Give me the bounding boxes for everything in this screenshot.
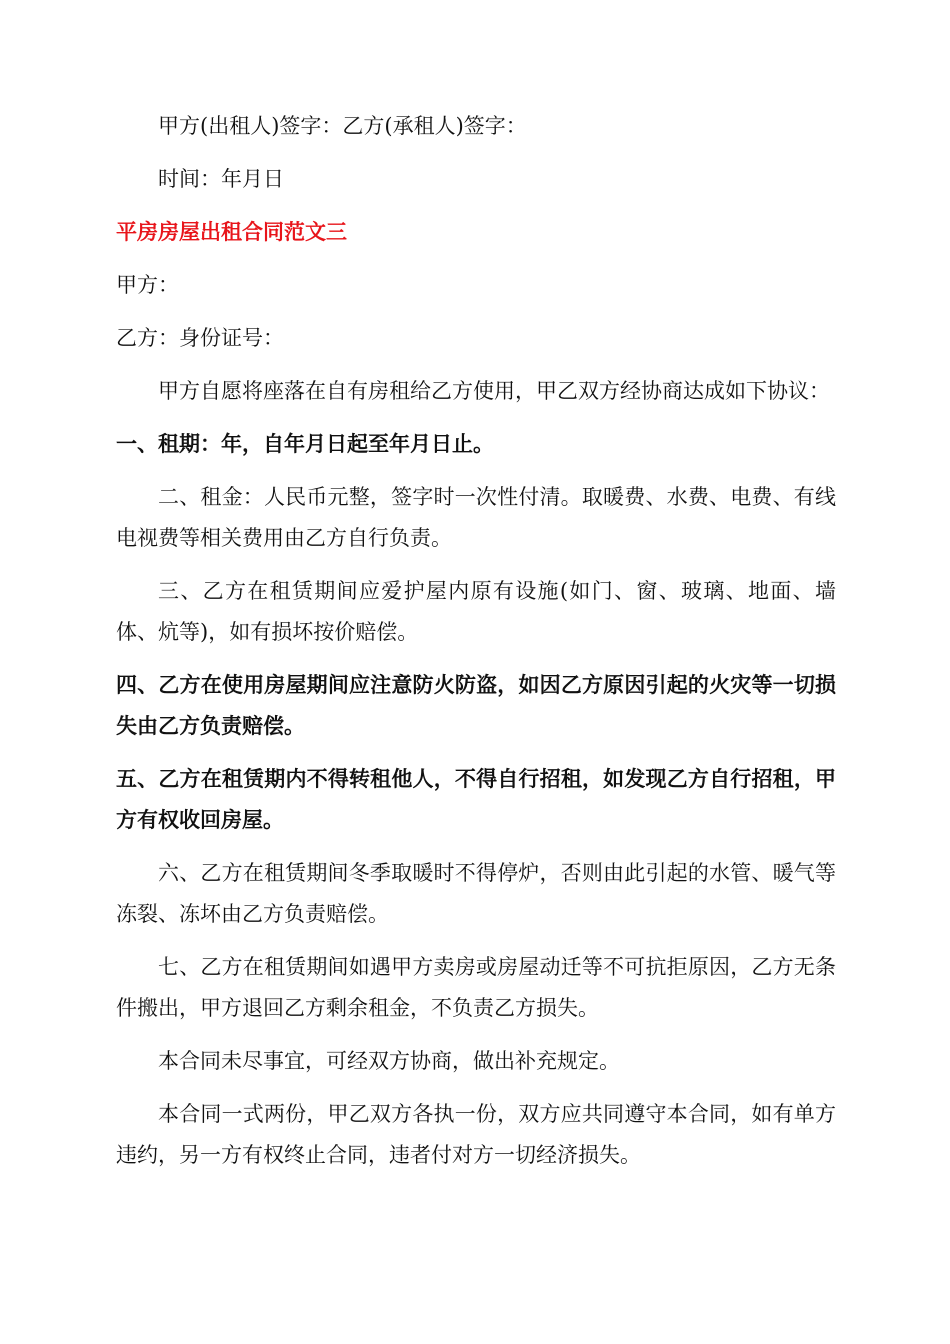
date-line: 时间：年月日 <box>158 167 284 191</box>
section-title: 平房房屋出租合同范文三 <box>116 220 347 244</box>
document-body <box>116 106 836 1188</box>
party-b-line: 乙方：身份证号： <box>116 326 284 350</box>
clause-5: 五、乙方在租赁期内不得转租他人，不得自行招租，如发现乙方自行招租，甲方有权收回房屋。 <box>116 767 836 832</box>
clause-7: 七、乙方在租赁期间如遇甲方卖房或房屋动迁等不可抗拒原因，乙方无条件搬出，甲方退回乙方剩余租金，不负责乙方损失。 <box>116 955 836 1020</box>
clause-1: 一、租期：年，自年月日起至年月日止。 <box>116 432 494 456</box>
party-a-line: 甲方： <box>116 273 179 297</box>
clause-2: 二、租金：人民币元整，签字时一次性付清。取暖费、水费、电费、有线电视费等相关费用由乙方自行负责。 <box>116 485 836 550</box>
clause-4: 四、乙方在使用房屋期间应注意防火防盗，如因乙方原因引起的火灾等一切损失由乙方负责赔偿。 <box>116 673 836 738</box>
closing-paragraph-1: 本合同未尽事宜，可经双方协商，做出补充规定。 <box>158 1049 620 1073</box>
clause-3: 三、乙方在租赁期间应爱护屋内原有设施(如门、窗、玻璃、地面、墙体、炕等)，如有损坏按价赔偿。 <box>116 579 836 644</box>
intro-paragraph: 甲方自愿将座落在自有房租给乙方使用，甲乙双方经协商达成如下协议： <box>158 379 830 403</box>
signature-line: 甲方(出租人)签字：乙方(承租人)签字： <box>158 114 527 138</box>
closing-paragraph-2: 本合同一式两份，甲乙双方各执一份，双方应共同遵守本合同，如有单方违约，另一方有权终止合同，违者付对方一切经济损失。 <box>116 1102 836 1167</box>
clause-6: 六、乙方在租赁期间冬季取暖时不得停炉，否则由此引起的水管、暖气等冻裂、冻坏由乙方负责赔偿。 <box>116 861 836 926</box>
